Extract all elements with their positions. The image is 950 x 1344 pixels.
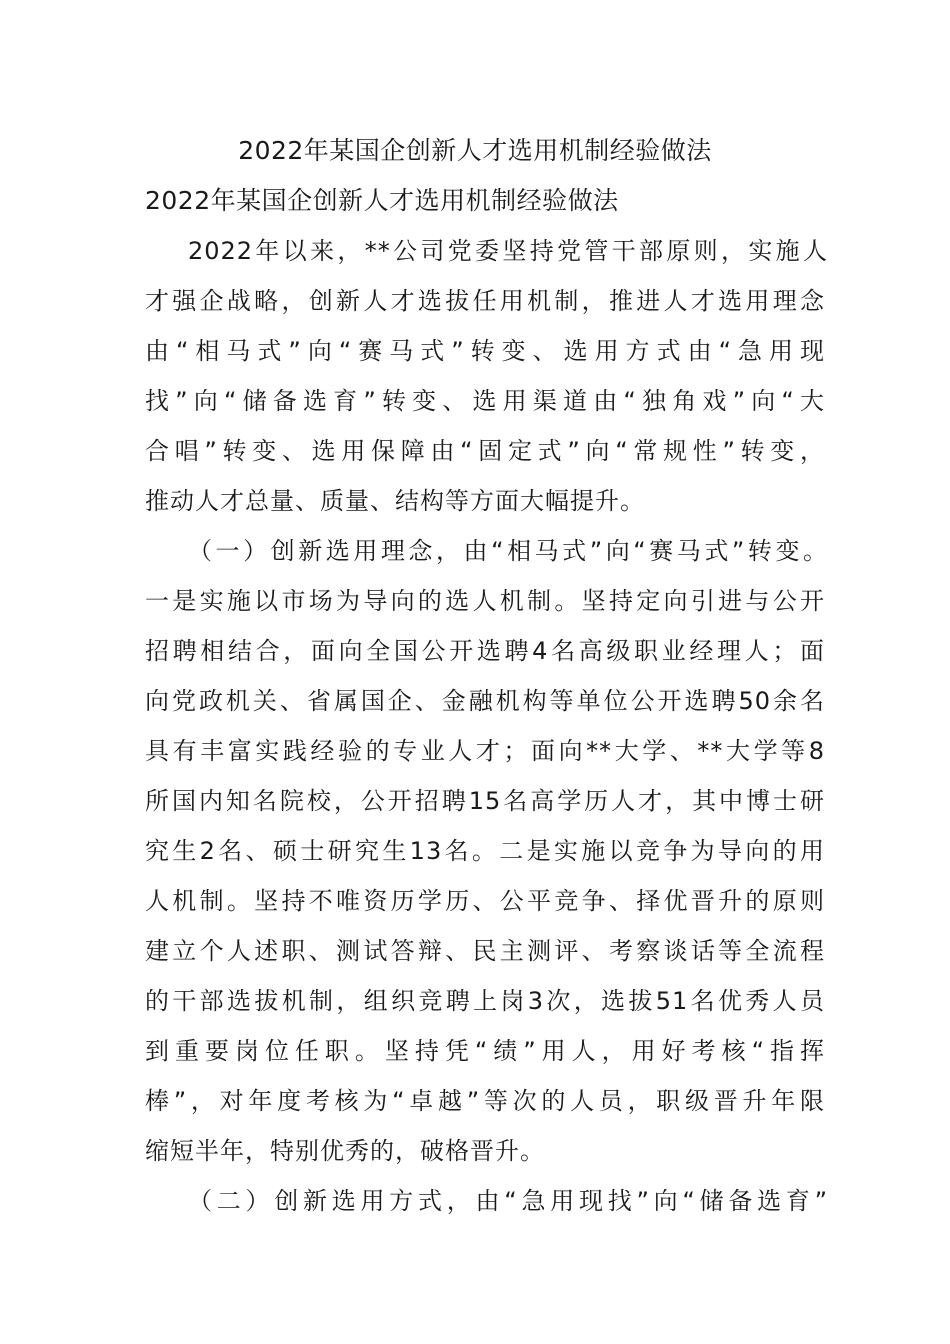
paragraph-line: 推动人才总量、质量、结构等方面大幅提升。 (145, 487, 645, 515)
section-heading-line: （二）创新选用方式，由“急用现找”向“储备选育” (188, 1187, 828, 1215)
document-title: 2022年某国企创新人才选用机制经验做法 (238, 136, 712, 165)
paragraph-line: 所国内知名院校，公开招聘15名高学历人才，其中博士研 (145, 787, 825, 815)
paragraph-line: 棒”，对年度考核为“卓越”等次的人员，职级晋升年限 (145, 1087, 825, 1115)
paragraph-line: 到重要岗位任职。坚持凭“绩”用人，用好考核“指挥 (145, 1037, 825, 1065)
paragraph-line: 建立个人述职、测试答辩、民主测评、考察谈话等全流程 (145, 937, 825, 965)
paragraph-line: 才强企战略，创新人才选拔任用机制，推进人才选用理念 (145, 287, 825, 315)
paragraph-line: 招聘相结合，面向全国公开选聘4名高级职业经理人；面 (145, 637, 825, 665)
paragraph-line: 向党政机关、省属国企、金融机构等单位公开选聘50余名 (145, 687, 825, 715)
paragraph-line: 由“相马式”向“赛马式”转变、选用方式由“急用现 (145, 337, 825, 365)
paragraph-line: 一是实施以市场为导向的选人机制。坚持定向引进与公开 (145, 587, 825, 615)
paragraph-line: 找”向“储备选育”转变、选用渠道由“独角戏”向“大 (145, 387, 825, 415)
paragraph-line: 人机制。坚持不唯资历学历、公平竞争、择优晋升的原则 (145, 887, 825, 915)
paragraph-line: 合唱”转变、选用保障由“固定式”向“常规性”转变， (145, 437, 825, 465)
paragraph-line: 2022年以来，**公司党委坚持党管干部原则，实施人 (188, 237, 828, 265)
paragraph-line: 缩短半年，特别优秀的，破格晋升。 (145, 1137, 545, 1165)
section-heading-line: （一）创新选用理念，由“相马式”向“赛马式”转变。 (188, 537, 828, 565)
paragraph-line: 究生2名、硕士研究生13名。二是实施以竞争为导向的用 (145, 837, 825, 865)
paragraph-line: 的干部选拔机制，组织竞聘上岗3次，选拔51名优秀人员 (145, 987, 825, 1015)
document-subtitle: 2022年某国企创新人才选用机制经验做法 (145, 186, 619, 215)
paragraph-line: 具有丰富实践经验的专业人才；面向**大学、**大学等8 (145, 737, 825, 765)
